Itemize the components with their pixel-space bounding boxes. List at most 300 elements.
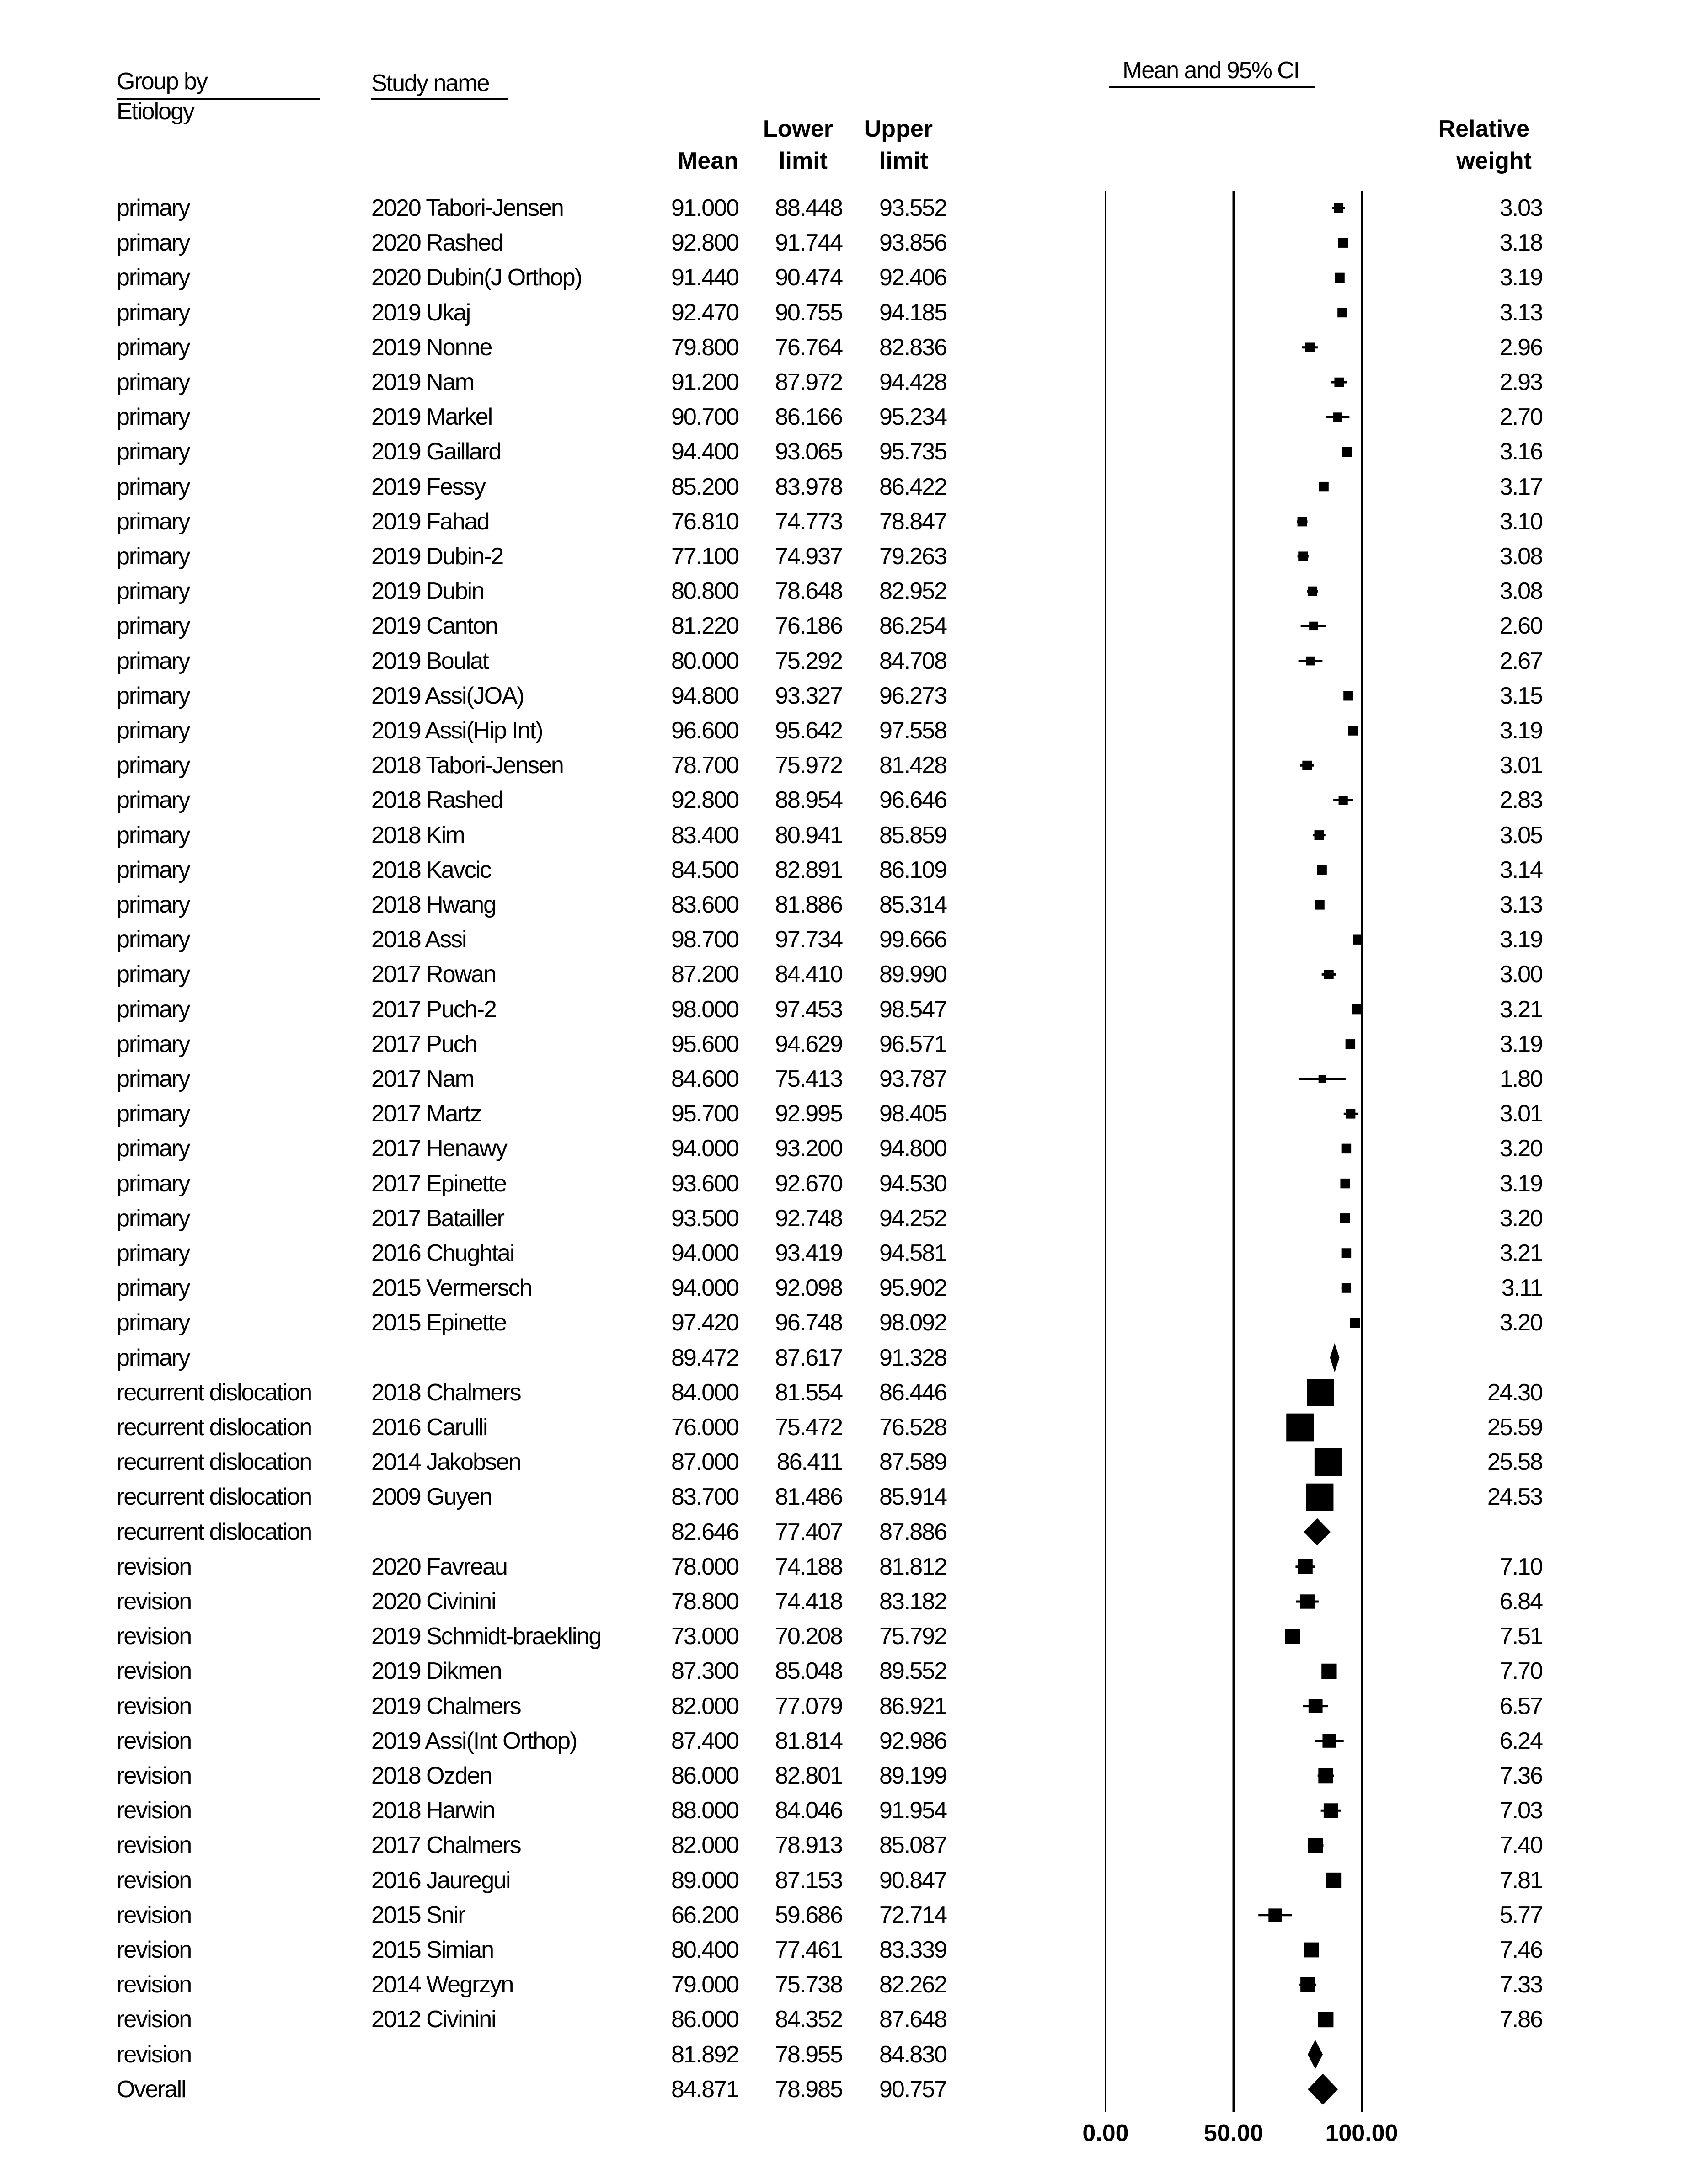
relative-weight-value: 7.03 xyxy=(1499,1797,1542,1824)
study-name: 2019 Dikmen xyxy=(371,1658,502,1685)
group-label: primary xyxy=(117,1240,190,1266)
study-name: 2015 Simian xyxy=(371,1937,494,1963)
upper-limit-value: 98.405 xyxy=(879,1100,946,1127)
upper-limit-value: 93.787 xyxy=(879,1066,946,1092)
mean-value: 79.800 xyxy=(671,334,738,361)
relative-weight-value: 3.00 xyxy=(1499,961,1542,988)
lower-limit-value: 97.734 xyxy=(775,926,842,953)
upper-limit-value: 87.589 xyxy=(879,1449,946,1476)
relative-weight-value: 24.30 xyxy=(1487,1379,1542,1406)
point-estimate-box xyxy=(1353,934,1363,944)
study-name: 2018 Harwin xyxy=(371,1797,495,1824)
point-estimate-box xyxy=(1352,1004,1361,1014)
study-name: 2017 Chalmers xyxy=(371,1832,521,1859)
study-name: 2018 Ozden xyxy=(371,1762,492,1789)
point-estimate-box xyxy=(1338,238,1348,248)
mean-value: 82.000 xyxy=(671,1693,738,1719)
group-label: primary xyxy=(117,299,190,326)
mean-value: 81.892 xyxy=(671,2041,738,2068)
relative-weight-value: 3.19 xyxy=(1499,1031,1542,1057)
lower-limit-value: 81.886 xyxy=(775,892,842,918)
group-label: primary xyxy=(117,1275,190,1302)
relative-weight-value: 3.19 xyxy=(1499,1170,1542,1197)
group-label: primary xyxy=(117,508,190,535)
point-estimate-box xyxy=(1306,1484,1333,1511)
lower-limit-value: 75.413 xyxy=(775,1066,842,1092)
group-label: primary xyxy=(117,1066,190,1092)
mean-value: 80.800 xyxy=(671,578,738,605)
relative-weight-value: 7.33 xyxy=(1499,1971,1542,1998)
point-estimate-box xyxy=(1306,657,1315,666)
lower-limit-value: 78.648 xyxy=(775,578,842,605)
relative-weight-value: 6.57 xyxy=(1499,1693,1542,1719)
mean-value: 73.000 xyxy=(671,1623,738,1650)
mean-value: 87.000 xyxy=(671,1449,738,1476)
point-estimate-box xyxy=(1333,412,1342,422)
relative-weight-value: 3.20 xyxy=(1499,1309,1542,1336)
relative-weight-value: 7.86 xyxy=(1499,2006,1542,2033)
relative-weight-value: 3.11 xyxy=(1501,1275,1542,1302)
etiology-header: Etiology xyxy=(117,98,194,125)
group-label: recurrent dislocation xyxy=(117,1518,312,1545)
upper-limit-value: 86.446 xyxy=(879,1379,946,1406)
upper-limit-value: 86.254 xyxy=(879,613,946,640)
lower-limit-value: 93.327 xyxy=(775,682,842,709)
upper-limit-value: 94.252 xyxy=(879,1205,946,1232)
point-estimate-box xyxy=(1340,1213,1350,1223)
study-name: 2019 Canton xyxy=(371,613,497,640)
point-estimate-box xyxy=(1315,900,1325,909)
upper-limit-value: 99.666 xyxy=(879,926,946,953)
study-name: 2012 Civinini xyxy=(371,2006,496,2033)
upper-limit-value: 90.757 xyxy=(879,2076,946,2103)
upper-limit-value: 78.847 xyxy=(879,508,946,535)
study-name: 2016 Jauregui xyxy=(371,1867,510,1894)
subtotal-diamond xyxy=(1304,1518,1331,1546)
relative-weight-value: 3.13 xyxy=(1499,299,1542,326)
lower-limit-value: 97.453 xyxy=(775,996,842,1023)
lower-limit-value: 84.410 xyxy=(775,961,842,988)
relative-weight-value: 7.81 xyxy=(1499,1867,1542,1894)
group-label: primary xyxy=(117,1170,190,1197)
study-name: 2019 Dubin-2 xyxy=(371,543,503,570)
relative-weight-value: 3.03 xyxy=(1499,195,1542,221)
group-label: revision xyxy=(117,1867,192,1894)
upper-limit-value: 96.571 xyxy=(879,1031,946,1057)
upper-limit-value: 89.990 xyxy=(879,961,946,988)
weight-header-1: Relative xyxy=(1438,116,1529,142)
group-label: primary xyxy=(117,473,190,500)
overall-diamond xyxy=(1308,2074,1338,2105)
study-name: 2019 Dubin xyxy=(371,578,484,605)
group-label: recurrent dislocation xyxy=(117,1484,312,1511)
group-label: primary xyxy=(117,682,190,709)
mean-value: 98.700 xyxy=(671,926,738,953)
group-label: primary xyxy=(117,717,190,744)
upper-limit-value: 93.552 xyxy=(879,195,946,221)
mean-value: 85.200 xyxy=(671,473,738,500)
upper-limit-value: 94.530 xyxy=(879,1170,946,1197)
relative-weight-value: 2.67 xyxy=(1499,647,1542,674)
subtotal-diamond xyxy=(1330,1343,1340,1372)
mean-value: 91.440 xyxy=(671,264,738,291)
upper-limit-value: 85.914 xyxy=(879,1484,946,1511)
group-label: revision xyxy=(117,1553,192,1580)
group-label: primary xyxy=(117,856,190,883)
group-label: primary xyxy=(117,578,190,605)
group-label: revision xyxy=(117,1971,192,1998)
point-estimate-box xyxy=(1324,1803,1338,1818)
lower-limit-value: 91.744 xyxy=(775,230,842,256)
point-estimate-box xyxy=(1268,1908,1282,1922)
lower-limit-value: 87.972 xyxy=(775,369,842,395)
relative-weight-value: 2.83 xyxy=(1499,787,1542,814)
group-label: primary xyxy=(117,647,190,674)
mean-value: 88.000 xyxy=(671,1797,738,1824)
group-label: revision xyxy=(117,1797,192,1824)
mean-value: 95.600 xyxy=(671,1031,738,1057)
study-name-header: Study name xyxy=(371,70,489,96)
relative-weight-value: 3.16 xyxy=(1499,438,1542,465)
point-estimate-box xyxy=(1318,2012,1334,2028)
relative-weight-value: 3.21 xyxy=(1499,1240,1542,1266)
upper-limit-value: 94.581 xyxy=(879,1240,946,1266)
study-name: 2016 Carulli xyxy=(371,1414,487,1441)
lower-limit-value: 75.972 xyxy=(775,752,842,779)
upper-limit-value: 92.986 xyxy=(879,1727,946,1754)
upper-limit-value: 95.902 xyxy=(879,1275,946,1302)
relative-weight-value: 2.96 xyxy=(1499,334,1542,361)
point-estimate-box xyxy=(1309,1699,1323,1713)
study-name: 2018 Hwang xyxy=(371,892,496,918)
point-estimate-box xyxy=(1339,796,1348,805)
mean-value: 91.200 xyxy=(671,369,738,395)
point-estimate-box xyxy=(1342,447,1352,457)
study-name: 2020 Tabori-Jensen xyxy=(371,195,563,221)
upper-limit-value: 76.528 xyxy=(879,1414,946,1441)
x-tick-label: 0.00 xyxy=(1082,2120,1129,2147)
lower-limit-value: 93.065 xyxy=(775,438,842,465)
lower-limit-value: 87.617 xyxy=(775,1344,842,1371)
point-estimate-box xyxy=(1346,1109,1356,1119)
study-name: 2019 Fessy xyxy=(371,473,485,500)
study-name: 2016 Chughtai xyxy=(371,1240,514,1266)
relative-weight-value: 7.36 xyxy=(1499,1762,1542,1789)
relative-weight-value: 3.20 xyxy=(1499,1135,1542,1162)
group-label: primary xyxy=(117,1135,190,1162)
x-tick-label: 100.00 xyxy=(1325,2120,1398,2147)
point-estimate-box xyxy=(1298,517,1307,526)
group-label: primary xyxy=(117,892,190,918)
group-label: primary xyxy=(117,230,190,256)
point-estimate-box xyxy=(1319,1075,1326,1083)
upper-limit-value: 94.428 xyxy=(879,369,946,395)
mean-value: 84.500 xyxy=(671,856,738,883)
study-name: 2017 Henawy xyxy=(371,1135,507,1162)
study-name: 2019 Fahad xyxy=(371,508,489,535)
mean-value: 91.000 xyxy=(671,195,738,221)
relative-weight-value: 1.80 xyxy=(1499,1066,1542,1092)
lower-limit-value: 92.670 xyxy=(775,1170,842,1197)
point-estimate-box xyxy=(1285,1629,1300,1644)
group-label: recurrent dislocation xyxy=(117,1379,312,1406)
upper-limit-value: 83.339 xyxy=(879,1937,946,1963)
group-label: primary xyxy=(117,1100,190,1127)
point-estimate-box xyxy=(1309,622,1318,630)
lower-limit-value: 74.937 xyxy=(775,543,842,570)
mean-value: 82.000 xyxy=(671,1832,738,1859)
lower-limit-value: 95.642 xyxy=(775,717,842,744)
study-name: 2018 Rashed xyxy=(371,787,503,814)
relative-weight-value: 3.08 xyxy=(1499,543,1542,570)
study-name: 2019 Ukaj xyxy=(371,299,470,326)
mean-value: 78.000 xyxy=(671,1553,738,1580)
lower-limit-value: 78.913 xyxy=(775,1832,842,1859)
upper-limit-value: 89.552 xyxy=(879,1658,946,1685)
relative-weight-value: 7.10 xyxy=(1499,1553,1542,1580)
study-name: 2019 Nam xyxy=(371,369,474,395)
point-estimate-box xyxy=(1348,726,1358,735)
mean-value: 81.220 xyxy=(671,613,738,640)
upper-limit-value: 94.800 xyxy=(879,1135,946,1162)
lower-limit-value: 77.461 xyxy=(775,1937,842,1963)
lower-limit-value: 96.748 xyxy=(775,1309,842,1336)
relative-weight-value: 3.20 xyxy=(1499,1205,1542,1232)
lower-limit-value: 76.764 xyxy=(775,334,842,361)
study-name: 2015 Snir xyxy=(371,1901,465,1928)
group-label: primary xyxy=(117,369,190,395)
group-label: primary xyxy=(117,787,190,814)
mean-value: 94.000 xyxy=(671,1240,738,1266)
point-estimate-box xyxy=(1335,273,1344,283)
study-name: 2017 Epinette xyxy=(371,1170,506,1197)
mean-value: 89.000 xyxy=(671,1867,738,1894)
upper-limit-value: 96.646 xyxy=(879,787,946,814)
mean-value: 94.000 xyxy=(671,1135,738,1162)
mean-value: 76.000 xyxy=(671,1414,738,1441)
lower-limit-value: 84.046 xyxy=(775,1797,842,1824)
upper-limit-value: 84.830 xyxy=(879,2041,946,2068)
lower-limit-value: 86.411 xyxy=(776,1449,842,1476)
mean-value: 83.600 xyxy=(671,892,738,918)
point-estimate-box xyxy=(1326,1873,1342,1888)
lower-limit-value: 74.188 xyxy=(775,1553,842,1580)
upper-limit-value: 98.547 xyxy=(879,996,946,1023)
point-estimate-box xyxy=(1346,1039,1355,1049)
subtotal-diamond xyxy=(1308,2040,1323,2069)
upper-limit-value: 91.328 xyxy=(879,1344,946,1371)
upper-limit-value: 81.812 xyxy=(879,1553,946,1580)
lower-limit-value: 82.891 xyxy=(775,856,842,883)
lower-limit-value: 59.686 xyxy=(775,1901,842,1928)
upper-limit-value: 95.735 xyxy=(879,438,946,465)
study-name: 2019 Boulat xyxy=(371,647,488,674)
group-label: revision xyxy=(117,2006,192,2033)
study-name: 2018 Tabori-Jensen xyxy=(371,752,563,779)
study-name: 2014 Jakobsen xyxy=(371,1449,521,1476)
mean-value: 92.470 xyxy=(671,299,738,326)
relative-weight-value: 3.13 xyxy=(1499,892,1542,918)
relative-weight-value: 7.51 xyxy=(1499,1623,1542,1650)
relative-weight-value: 3.19 xyxy=(1499,926,1542,953)
mean-header: Mean xyxy=(678,148,738,174)
relative-weight-value: 25.59 xyxy=(1487,1414,1542,1441)
upper-limit-value: 72.714 xyxy=(879,1901,946,1928)
group-label: primary xyxy=(117,996,190,1023)
lower-limit-value: 75.472 xyxy=(775,1414,842,1441)
lower-limit-value: 83.978 xyxy=(775,473,842,500)
lower-limit-value: 90.755 xyxy=(775,299,842,326)
mean-value: 78.700 xyxy=(671,752,738,779)
mean-value: 94.000 xyxy=(671,1275,738,1302)
study-name: 2018 Assi xyxy=(371,926,466,953)
mean-value: 84.871 xyxy=(671,2076,738,2103)
group-label: primary xyxy=(117,752,190,779)
point-estimate-box xyxy=(1315,1448,1342,1476)
study-name: 2020 Dubin(J Orthop) xyxy=(371,264,582,291)
mean-value: 98.000 xyxy=(671,996,738,1023)
mean-value: 95.700 xyxy=(671,1100,738,1127)
group-label: revision xyxy=(117,1658,192,1685)
relative-weight-value: 3.17 xyxy=(1499,473,1542,500)
upper-limit-value: 94.185 xyxy=(879,299,946,326)
mean-value: 86.000 xyxy=(671,2006,738,2033)
group-label: Overall xyxy=(117,2076,186,2103)
point-estimate-box xyxy=(1318,1768,1333,1784)
lower-limit-value: 75.292 xyxy=(775,647,842,674)
mean-value: 90.700 xyxy=(671,404,738,431)
x-tick-label: 50.00 xyxy=(1203,2120,1264,2147)
point-estimate-box xyxy=(1308,587,1317,596)
relative-weight-value: 3.01 xyxy=(1499,752,1542,779)
group-label: primary xyxy=(117,264,190,291)
lower-limit-value: 78.985 xyxy=(775,2076,842,2103)
relative-weight-value: 25.58 xyxy=(1487,1449,1542,1476)
study-name: 2019 Gaillard xyxy=(371,438,501,465)
upper-limit-value: 89.199 xyxy=(879,1762,946,1789)
study-name: 2018 Chalmers xyxy=(371,1379,521,1406)
study-name: 2018 Kim xyxy=(371,822,465,849)
mean-value: 83.700 xyxy=(671,1484,738,1511)
group-label: revision xyxy=(117,1588,192,1615)
relative-weight-value: 3.10 xyxy=(1499,508,1542,535)
point-estimate-box xyxy=(1286,1414,1314,1442)
lower-limit-value: 76.186 xyxy=(775,613,842,640)
group-label: revision xyxy=(117,1693,192,1719)
lower-limit-value: 86.166 xyxy=(775,404,842,431)
upper-limit-value: 86.422 xyxy=(879,473,946,500)
relative-weight-value: 3.08 xyxy=(1499,578,1542,605)
point-estimate-box xyxy=(1334,378,1344,387)
lower-limit-value: 74.773 xyxy=(775,508,842,535)
lower-limit-value: 81.814 xyxy=(775,1727,842,1754)
mean-value: 77.100 xyxy=(671,543,738,570)
point-estimate-box xyxy=(1305,342,1315,352)
mean-value: 87.300 xyxy=(671,1658,738,1685)
study-name: 2019 Assi(Hip Int) xyxy=(371,717,543,744)
relative-weight-value: 2.60 xyxy=(1499,613,1542,640)
group-label: primary xyxy=(117,404,190,431)
lower-limit-value: 84.352 xyxy=(775,2006,842,2033)
point-estimate-box xyxy=(1315,830,1324,840)
upper-limit-value: 90.847 xyxy=(879,1867,946,1894)
group-label: revision xyxy=(117,1832,192,1859)
point-estimate-box xyxy=(1342,1248,1351,1258)
upper-limit-value: 82.952 xyxy=(879,578,946,605)
upper-limit-value: 85.859 xyxy=(879,822,946,849)
group-label: recurrent dislocation xyxy=(117,1414,312,1441)
relative-weight-value: 3.19 xyxy=(1499,717,1542,744)
group-label: primary xyxy=(117,1344,190,1371)
point-estimate-box xyxy=(1298,551,1308,561)
point-estimate-box xyxy=(1300,1594,1315,1608)
upper-limit-value: 85.314 xyxy=(879,892,946,918)
lower-limit-value: 92.098 xyxy=(775,1275,842,1302)
mean-value: 87.400 xyxy=(671,1727,738,1754)
group-label: primary xyxy=(117,1205,190,1232)
lower-header-1: Lower xyxy=(763,116,833,142)
point-estimate-box xyxy=(1342,1144,1351,1153)
group-label: primary xyxy=(117,613,190,640)
group-label: revision xyxy=(117,1762,192,1789)
lower-limit-value: 92.748 xyxy=(775,1205,842,1232)
mean-value: 93.600 xyxy=(671,1170,738,1197)
study-name: 2019 Assi(JOA) xyxy=(371,682,524,709)
mean-value: 87.200 xyxy=(671,961,738,988)
group-label: primary xyxy=(117,822,190,849)
study-name: 2019 Markel xyxy=(371,404,492,431)
mean-value: 89.472 xyxy=(671,1344,738,1371)
lower-limit-value: 75.738 xyxy=(775,1971,842,1998)
lower-limit-value: 93.200 xyxy=(775,1135,842,1162)
point-estimate-box xyxy=(1319,482,1328,491)
point-estimate-box xyxy=(1350,1318,1360,1328)
upper-limit-value: 83.182 xyxy=(879,1588,946,1615)
plot-title: Mean and 95% CI xyxy=(1122,57,1299,84)
group-label: revision xyxy=(117,1727,192,1754)
group-by-header: Group by xyxy=(117,68,207,95)
study-name: 2018 Kavcic xyxy=(371,856,491,883)
study-name: 2017 Puch-2 xyxy=(371,996,496,1023)
point-estimate-box xyxy=(1304,1943,1319,1958)
mean-value: 86.000 xyxy=(671,1762,738,1789)
upper-limit-value: 79.263 xyxy=(879,543,946,570)
upper-limit-value: 96.273 xyxy=(879,682,946,709)
lower-header-2: limit xyxy=(779,148,828,174)
lower-limit-value: 81.486 xyxy=(775,1484,842,1511)
mean-value: 80.400 xyxy=(671,1937,738,1963)
group-label: revision xyxy=(117,2041,192,2068)
group-label: primary xyxy=(117,961,190,988)
mean-value: 82.646 xyxy=(671,1518,738,1545)
mean-value: 80.000 xyxy=(671,647,738,674)
point-estimate-box xyxy=(1300,1977,1315,1992)
upper-limit-value: 86.921 xyxy=(879,1693,946,1719)
study-name: 2017 Rowan xyxy=(371,961,496,988)
mean-value: 94.400 xyxy=(671,438,738,465)
relative-weight-value: 3.18 xyxy=(1499,230,1542,256)
study-name: 2020 Favreau xyxy=(371,1553,507,1580)
point-estimate-box xyxy=(1308,1838,1323,1853)
group-label: primary xyxy=(117,334,190,361)
lower-limit-value: 90.474 xyxy=(775,264,842,291)
relative-weight-value: 2.70 xyxy=(1499,404,1542,431)
upper-limit-value: 87.886 xyxy=(879,1518,946,1545)
study-name: 2019 Nonne xyxy=(371,334,492,361)
point-estimate-box xyxy=(1334,203,1343,213)
relative-weight-value: 3.14 xyxy=(1499,856,1542,883)
upper-limit-value: 82.262 xyxy=(879,1971,946,1998)
